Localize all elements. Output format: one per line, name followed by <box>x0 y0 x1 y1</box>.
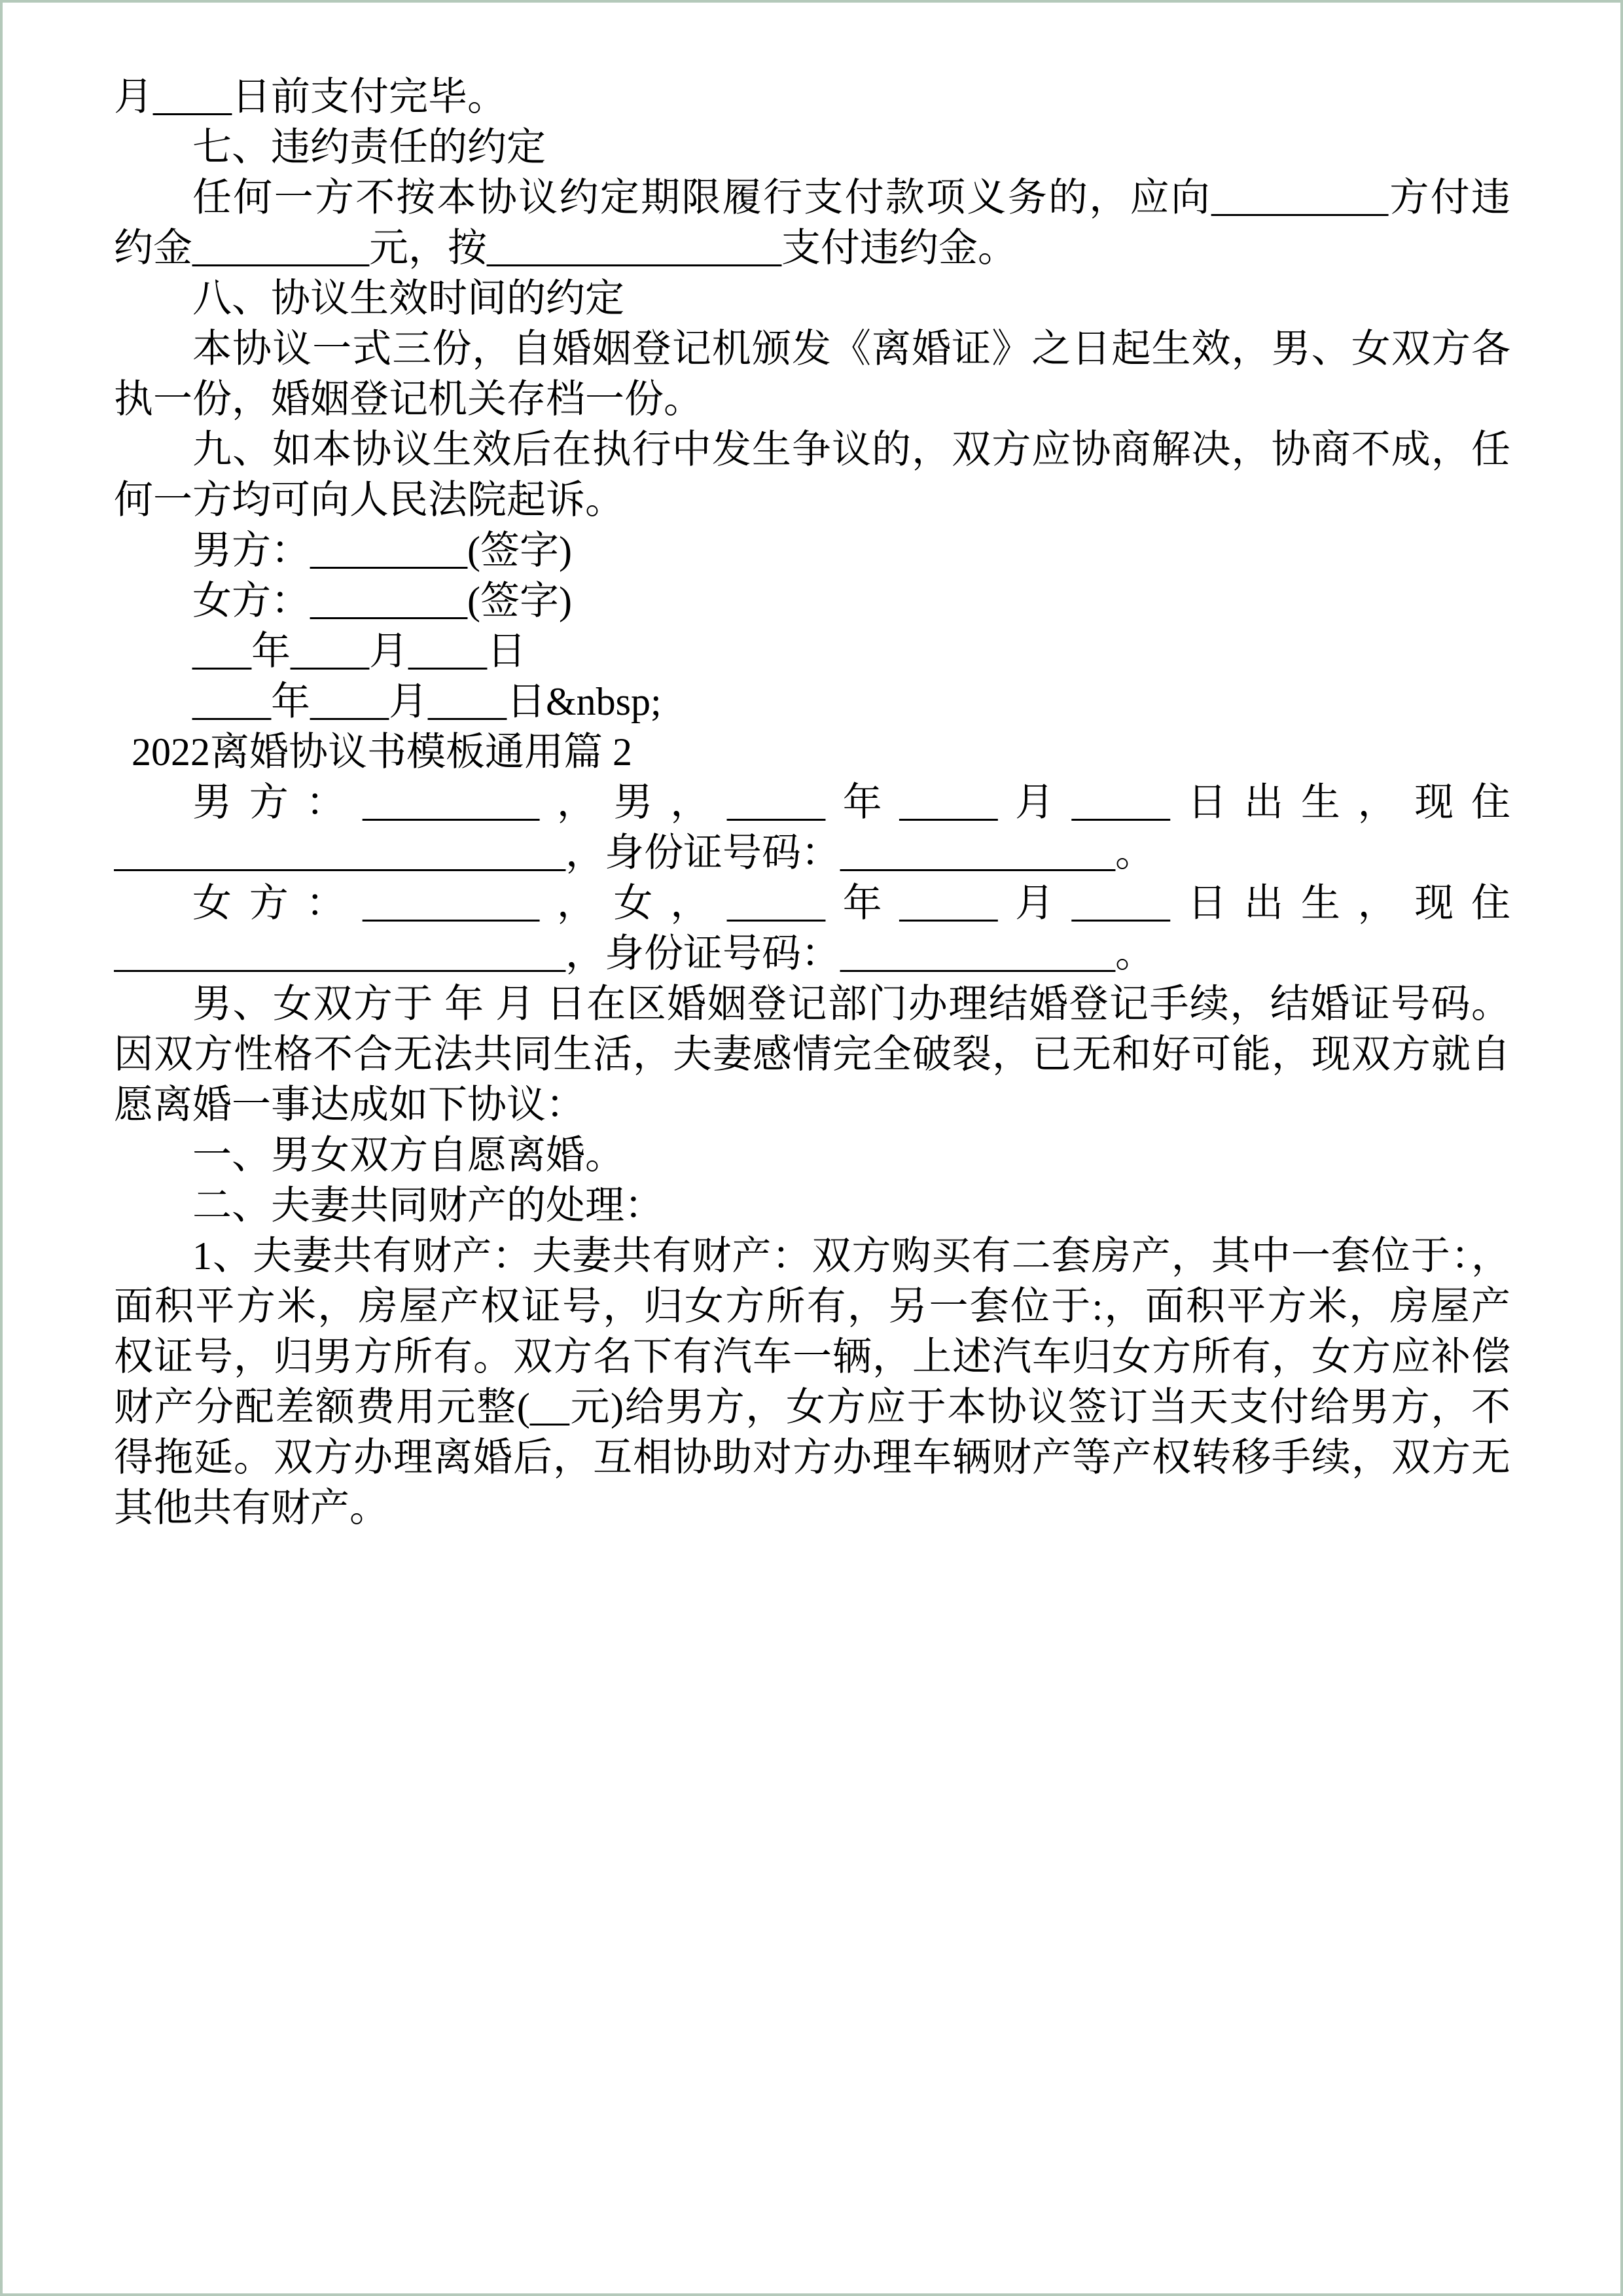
clause-9-line-1: 九、如本协议生效后在执行中发生争议的，双方应协商解决，协商不成，任 <box>192 428 1510 471</box>
husband-info-line-2: _______________________，身份证号码：______________。 <box>114 831 1154 874</box>
property-line-4: 财产分配差额费用元整(__元)给男方，女方应于本协议签订当天支付给男方，不 <box>114 1386 1510 1429</box>
property-line-3: 权证号，归男方所有。双方名下有汽车一辆，上述汽车归女方所有，女方应补偿 <box>114 1335 1510 1378</box>
template-2-heading: 2022离婚协议书模板通用篇 2 <box>132 730 632 774</box>
property-line-2: 面积平方米，房屋产权证号，归女方所有，另一套位于:，面积平方米，房屋产 <box>114 1285 1510 1328</box>
date-line-2: ____年____月____日&nbsp; <box>192 680 662 723</box>
husband-signature-line: 男方：________(签字) <box>192 529 572 572</box>
property-line-1: 1、夫妻共有财产：夫妻共有财产：双方购买有二套房产，其中一套位于：， <box>192 1234 1510 1278</box>
clause-7-heading: 七、违约责任的约定 <box>192 126 546 169</box>
marriage-registration-line-1: 男、女双方于 年 月 日在区婚姻登记部门办理结婚登记手续，结婚证号码。 <box>192 982 1510 1026</box>
husband-info-line-1: 男方：_________，男，_____年_____月_____日出生，现住 <box>192 781 1510 824</box>
clause-9-line-2: 何一方均可向人民法院起诉。 <box>114 478 624 522</box>
clause-8-line-2: 执一份，婚姻登记机关存档一份。 <box>114 378 703 421</box>
marriage-registration-line-2: 因双方性格不合无法共同生活，夫妻感情完全破裂，已无和好可能，现双方就自 <box>114 1033 1510 1076</box>
wife-info-line-1: 女方：_________，女，_____年_____月_____日出生，现住 <box>192 882 1510 925</box>
clause-7-line-1: 任何一方不按本协议约定期限履行支付款项义务的，应向_________方付违 <box>192 176 1510 219</box>
clause-2-property-heading: 二、夫妻共同财产的处理： <box>192 1184 664 1227</box>
clause-1-voluntary-divorce: 一、男女双方自愿离婚。 <box>192 1134 624 1177</box>
wife-info-line-2: _______________________，身份证号码：______________。 <box>114 932 1154 975</box>
property-line-5: 得拖延。双方办理离婚后，互相协助对方办理车辆财产等产权转移手续，双方无 <box>114 1436 1510 1479</box>
clause-7-line-2: 约金_________元，按_______________支付违约金。 <box>114 226 1017 270</box>
property-line-6: 其他共有财产。 <box>114 1486 389 1530</box>
clause-8-line-1: 本协议一式三份，自婚姻登记机颁发《离婚证》之日起生效，男、女双方各 <box>192 327 1510 370</box>
wife-signature-line: 女方：________(签字) <box>192 579 572 622</box>
payment-completion-line: 月____日前支付完毕。 <box>114 75 507 118</box>
date-line-1: ___年____月____日 <box>192 630 526 673</box>
marriage-registration-line-3: 愿离婚一事达成如下协议： <box>114 1083 585 1126</box>
document-body <box>114 72 1510 1534</box>
clause-8-heading: 八、协议生效时间的约定 <box>192 277 624 320</box>
